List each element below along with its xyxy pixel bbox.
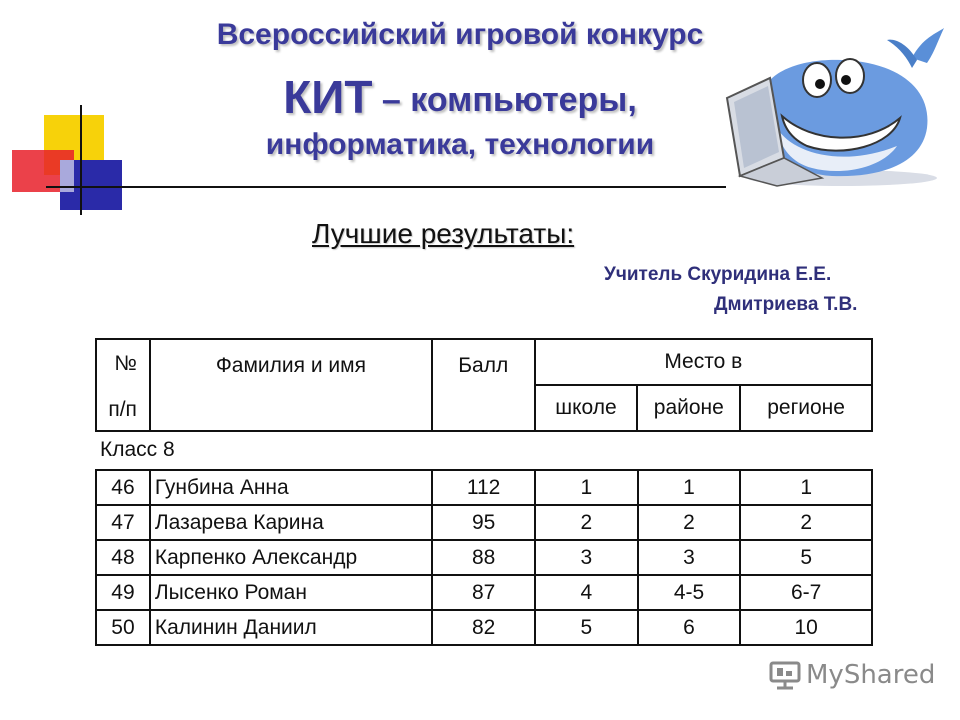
table-row xyxy=(96,540,872,575)
results-table-header xyxy=(95,338,873,432)
header-region: регионе xyxy=(740,385,872,431)
title-line-3: информатика, технологии xyxy=(265,128,655,161)
cell-region: 1 xyxy=(740,470,872,505)
header-district: районе xyxy=(637,385,740,431)
presentation-icon xyxy=(768,660,802,690)
cell-region: 6-7 xyxy=(740,575,872,610)
cell-region: 10 xyxy=(740,610,872,645)
cell-score: 82 xyxy=(432,610,535,645)
cell-score: 87 xyxy=(432,575,535,610)
class-label: Класс 8 xyxy=(100,438,175,461)
cell-num: 49 xyxy=(96,575,150,610)
cell-name: Калинин Даниил xyxy=(150,610,432,645)
cell-school: 2 xyxy=(535,505,638,540)
cell-school: 3 xyxy=(535,540,638,575)
decor-horizontal-line xyxy=(46,186,726,188)
results-table xyxy=(95,469,873,646)
header-place: Место в xyxy=(535,339,872,385)
whale-mascot-icon xyxy=(722,18,952,188)
cell-num: 48 xyxy=(96,540,150,575)
cell-region: 5 xyxy=(740,540,872,575)
header-number-bottom: п/п xyxy=(108,398,137,421)
cell-school: 5 xyxy=(535,610,638,645)
watermark-text: MyShared xyxy=(806,660,936,690)
header-school: школе xyxy=(535,385,638,431)
header-number xyxy=(96,339,150,431)
table-row xyxy=(96,575,872,610)
cell-region: 2 xyxy=(740,505,872,540)
cell-score: 88 xyxy=(432,540,535,575)
title-kit: КИТ xyxy=(283,71,373,123)
cell-num: 46 xyxy=(96,470,150,505)
table-row xyxy=(96,610,872,645)
cell-score: 112 xyxy=(432,470,535,505)
cell-num: 50 xyxy=(96,610,150,645)
teacher-line-1: Учитель Скуридина Е.Е. xyxy=(604,264,832,285)
cell-district: 4-5 xyxy=(638,575,741,610)
cell-name: Лазарева Карина xyxy=(150,505,432,540)
teacher-line-2: Дмитриева Т.В. xyxy=(714,294,858,315)
cell-district: 6 xyxy=(638,610,741,645)
title-line-2 xyxy=(130,70,790,124)
header-score: Балл xyxy=(432,339,535,431)
cell-district: 2 xyxy=(638,505,741,540)
header-name: Фамилия и имя xyxy=(150,339,432,431)
header-number-top: № xyxy=(114,352,137,375)
cell-name: Гунбина Анна xyxy=(150,470,432,505)
cell-school: 4 xyxy=(535,575,638,610)
cell-school: 1 xyxy=(535,470,638,505)
cell-name: Лысенко Роман xyxy=(150,575,432,610)
cell-district: 1 xyxy=(638,470,741,505)
decor-vertical-line xyxy=(80,105,82,215)
table-row xyxy=(96,470,872,505)
cell-name: Карпенко Александр xyxy=(150,540,432,575)
section-subtitle: Лучшие результаты: xyxy=(312,218,575,249)
title-line-1: Всероссийский игровой конкурс xyxy=(216,18,704,51)
title-line-2-rest: – компьютеры, xyxy=(372,81,637,119)
cell-district: 3 xyxy=(638,540,741,575)
table-row xyxy=(96,505,872,540)
cell-num: 47 xyxy=(96,505,150,540)
cell-score: 95 xyxy=(432,505,535,540)
watermark xyxy=(768,660,935,690)
